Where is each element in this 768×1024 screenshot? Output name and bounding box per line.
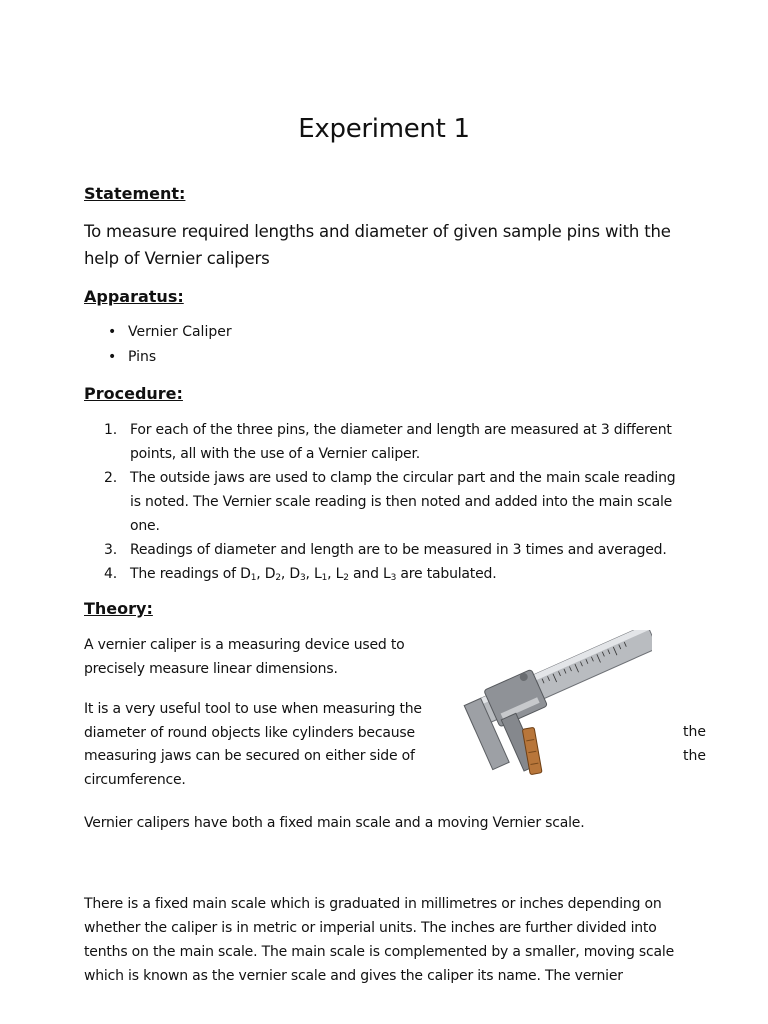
step-text: is noted. The Vernier scale reading is then noted and added into the main scale [130,494,673,510]
statement-heading: Statement: [84,184,186,203]
theory-paragraph-4 [84,892,714,988]
step-text: one. [130,518,160,534]
paragraph-line: A vernier caliper is a measuring device used to [84,637,405,653]
list-item [84,320,232,345]
bullet-icon: • [108,324,117,340]
apparatus-heading: Apparatus: [84,287,184,306]
theory-heading: Theory: [84,599,153,618]
theory-paragraph-3: Vernier calipers have both a fixed main scale and a moving Vernier scale. [84,815,585,831]
page-title: Experiment 1 [298,114,470,144]
paragraph-line: whether the caliper is in metric or imperial units. The inches are further divided into [84,920,657,936]
step-text: For each of the three pins, the diameter and length are measured at 3 different [130,422,672,438]
statement-line: To measure required lengths and diameter of given sample pins with the [84,222,671,241]
paragraph-line: measuring jaws can be secured on either side of [84,748,415,764]
step-number: 2. [104,470,117,486]
paragraph-line: diameter of round objects like cylinders because [84,724,415,741]
procedure-list [84,418,704,590]
paragraph-line: which is known as the vernier scale and gives the caliper its name. The vernier [84,968,623,984]
paragraph-line: precisely measure linear dimensions. [84,660,338,677]
theory-paragraph-2 [84,698,422,792]
list-item [84,466,704,538]
statement-text [84,218,704,272]
paragraph-word: the [683,748,706,764]
step-text: The readings of $D_1$, $D_2$, $D_3$, $L_1$, $L_2$ and $L_3$ are tabulated. [130,566,497,583]
step-text: points, all with the use of a Vernier caliper. [130,446,420,462]
step-number: 1. [104,422,117,438]
step-text: The outside jaws are used to clamp the circular part and the main scale reading [130,470,676,486]
list-item [84,562,704,590]
step-number: 3. [104,542,117,558]
step-text: Readings of diameter and length are to be measured in 3 times and averaged. [130,542,667,558]
list-item [84,538,704,562]
list-item-label: Pins [128,349,157,365]
step-number: 4. [104,566,117,582]
theory-paragraph-1 [84,634,405,681]
paragraph-word: the [683,724,706,740]
paragraph-line: There is a fixed main scale which is graduated in millimetres or inches depending on [84,896,662,912]
procedure-heading: Procedure: [84,384,183,403]
bullet-icon: • [108,349,117,365]
apparatus-list [84,320,232,370]
paragraph-line: It is a very useful tool to use when measuring the [84,701,422,717]
paragraph-line: tenths on the main scale. The main scale is complemented by a smaller, moving scale [84,944,675,960]
statement-line: help of Vernier calipers [84,249,270,268]
list-item [84,418,704,466]
paragraph-line: circumference. [84,771,186,788]
list-item [84,345,232,370]
list-item-label: Vernier Caliper [128,324,232,340]
vernier-caliper-illustration [452,630,652,782]
